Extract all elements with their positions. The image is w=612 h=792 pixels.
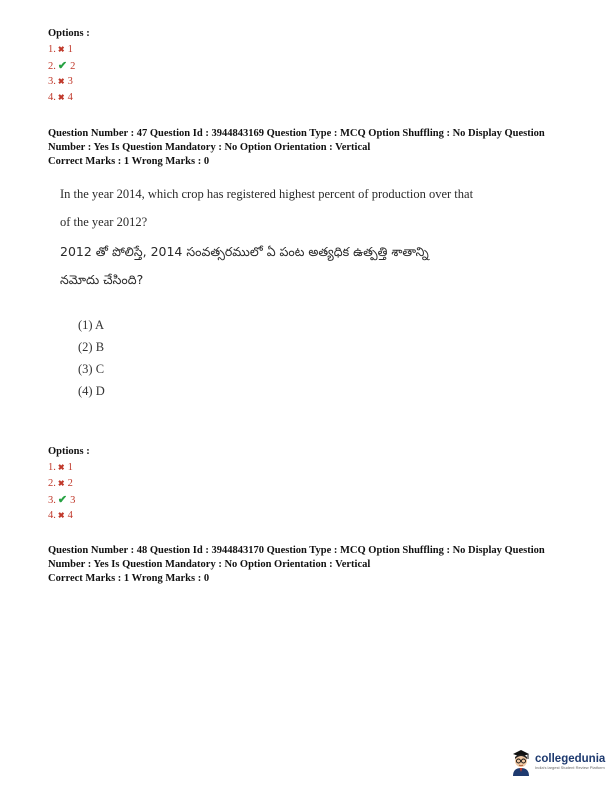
choice-item: (4) D	[78, 384, 105, 398]
logo-tagline: India's largest Student Review Platform	[535, 765, 605, 770]
cross-icon: ✖	[57, 45, 65, 54]
checkmark-icon: ✔	[57, 60, 68, 72]
question-text-telugu: 2012 తో పోలిస్తే, 2014 సంవత్సరములో ఏ పంట అత్యధిక ఉత్పత్తి శాతాన్ని నమోదు చేసింది?	[60, 244, 429, 287]
choice-list	[78, 314, 105, 402]
options-heading: Options :	[48, 446, 90, 457]
question-text-english: In the year 2014, which crop has registered highest percent of production over that of the year 2012?	[60, 187, 474, 229]
option-item: 4. ✖ 4	[48, 508, 75, 524]
option-item: 3. ✖ 3	[48, 74, 75, 90]
option-item: 2. ✖ 2	[48, 476, 75, 492]
option-item: 1. ✖ 1	[48, 42, 75, 58]
choice-item: (3) C	[78, 362, 105, 376]
question-meta-line: Question Number : 48 Question Id : 3944843170 Question Type : MCQ Option Shuffling : No Display Question	[48, 545, 545, 556]
collegedunia-logo[interactable]	[510, 748, 605, 776]
logo-wordmark: collegedunia	[535, 753, 606, 765]
student-mascot-icon	[510, 748, 532, 776]
cross-icon: ✖	[57, 463, 65, 472]
cross-icon: ✖	[57, 511, 65, 520]
cross-icon: ✖	[57, 479, 65, 488]
options-list	[48, 460, 75, 524]
question-meta-line: Number : Yes Is Question Mandatory : No Option Orientation : Vertical	[48, 142, 371, 153]
question-marks: Correct Marks : 1 Wrong Marks : 0	[48, 573, 210, 584]
question-marks: Correct Marks : 1 Wrong Marks : 0	[48, 156, 210, 167]
question-48-meta	[48, 544, 608, 586]
options-list	[48, 42, 75, 106]
question-meta-line: Number : Yes Is Question Mandatory : No Option Orientation : Vertical	[48, 559, 371, 570]
option-item: 1. ✖ 1	[48, 460, 75, 476]
cross-icon: ✖	[57, 77, 65, 86]
option-item: 3. ✔ 3	[48, 494, 76, 506]
option-item: 2. ✔ 2	[48, 60, 76, 72]
question-meta-line: Question Number : 47 Question Id : 3944843169 Question Type : MCQ Option Shuffling : No Display Question	[48, 128, 545, 139]
choice-item: (1) A	[78, 318, 105, 332]
options-heading: Options :	[48, 28, 90, 39]
question-47-meta	[48, 127, 608, 169]
checkmark-icon: ✔	[57, 494, 68, 506]
cross-icon: ✖	[57, 93, 65, 102]
choice-item: (2) B	[78, 340, 105, 354]
option-item: 4. ✖ 4	[48, 90, 75, 106]
